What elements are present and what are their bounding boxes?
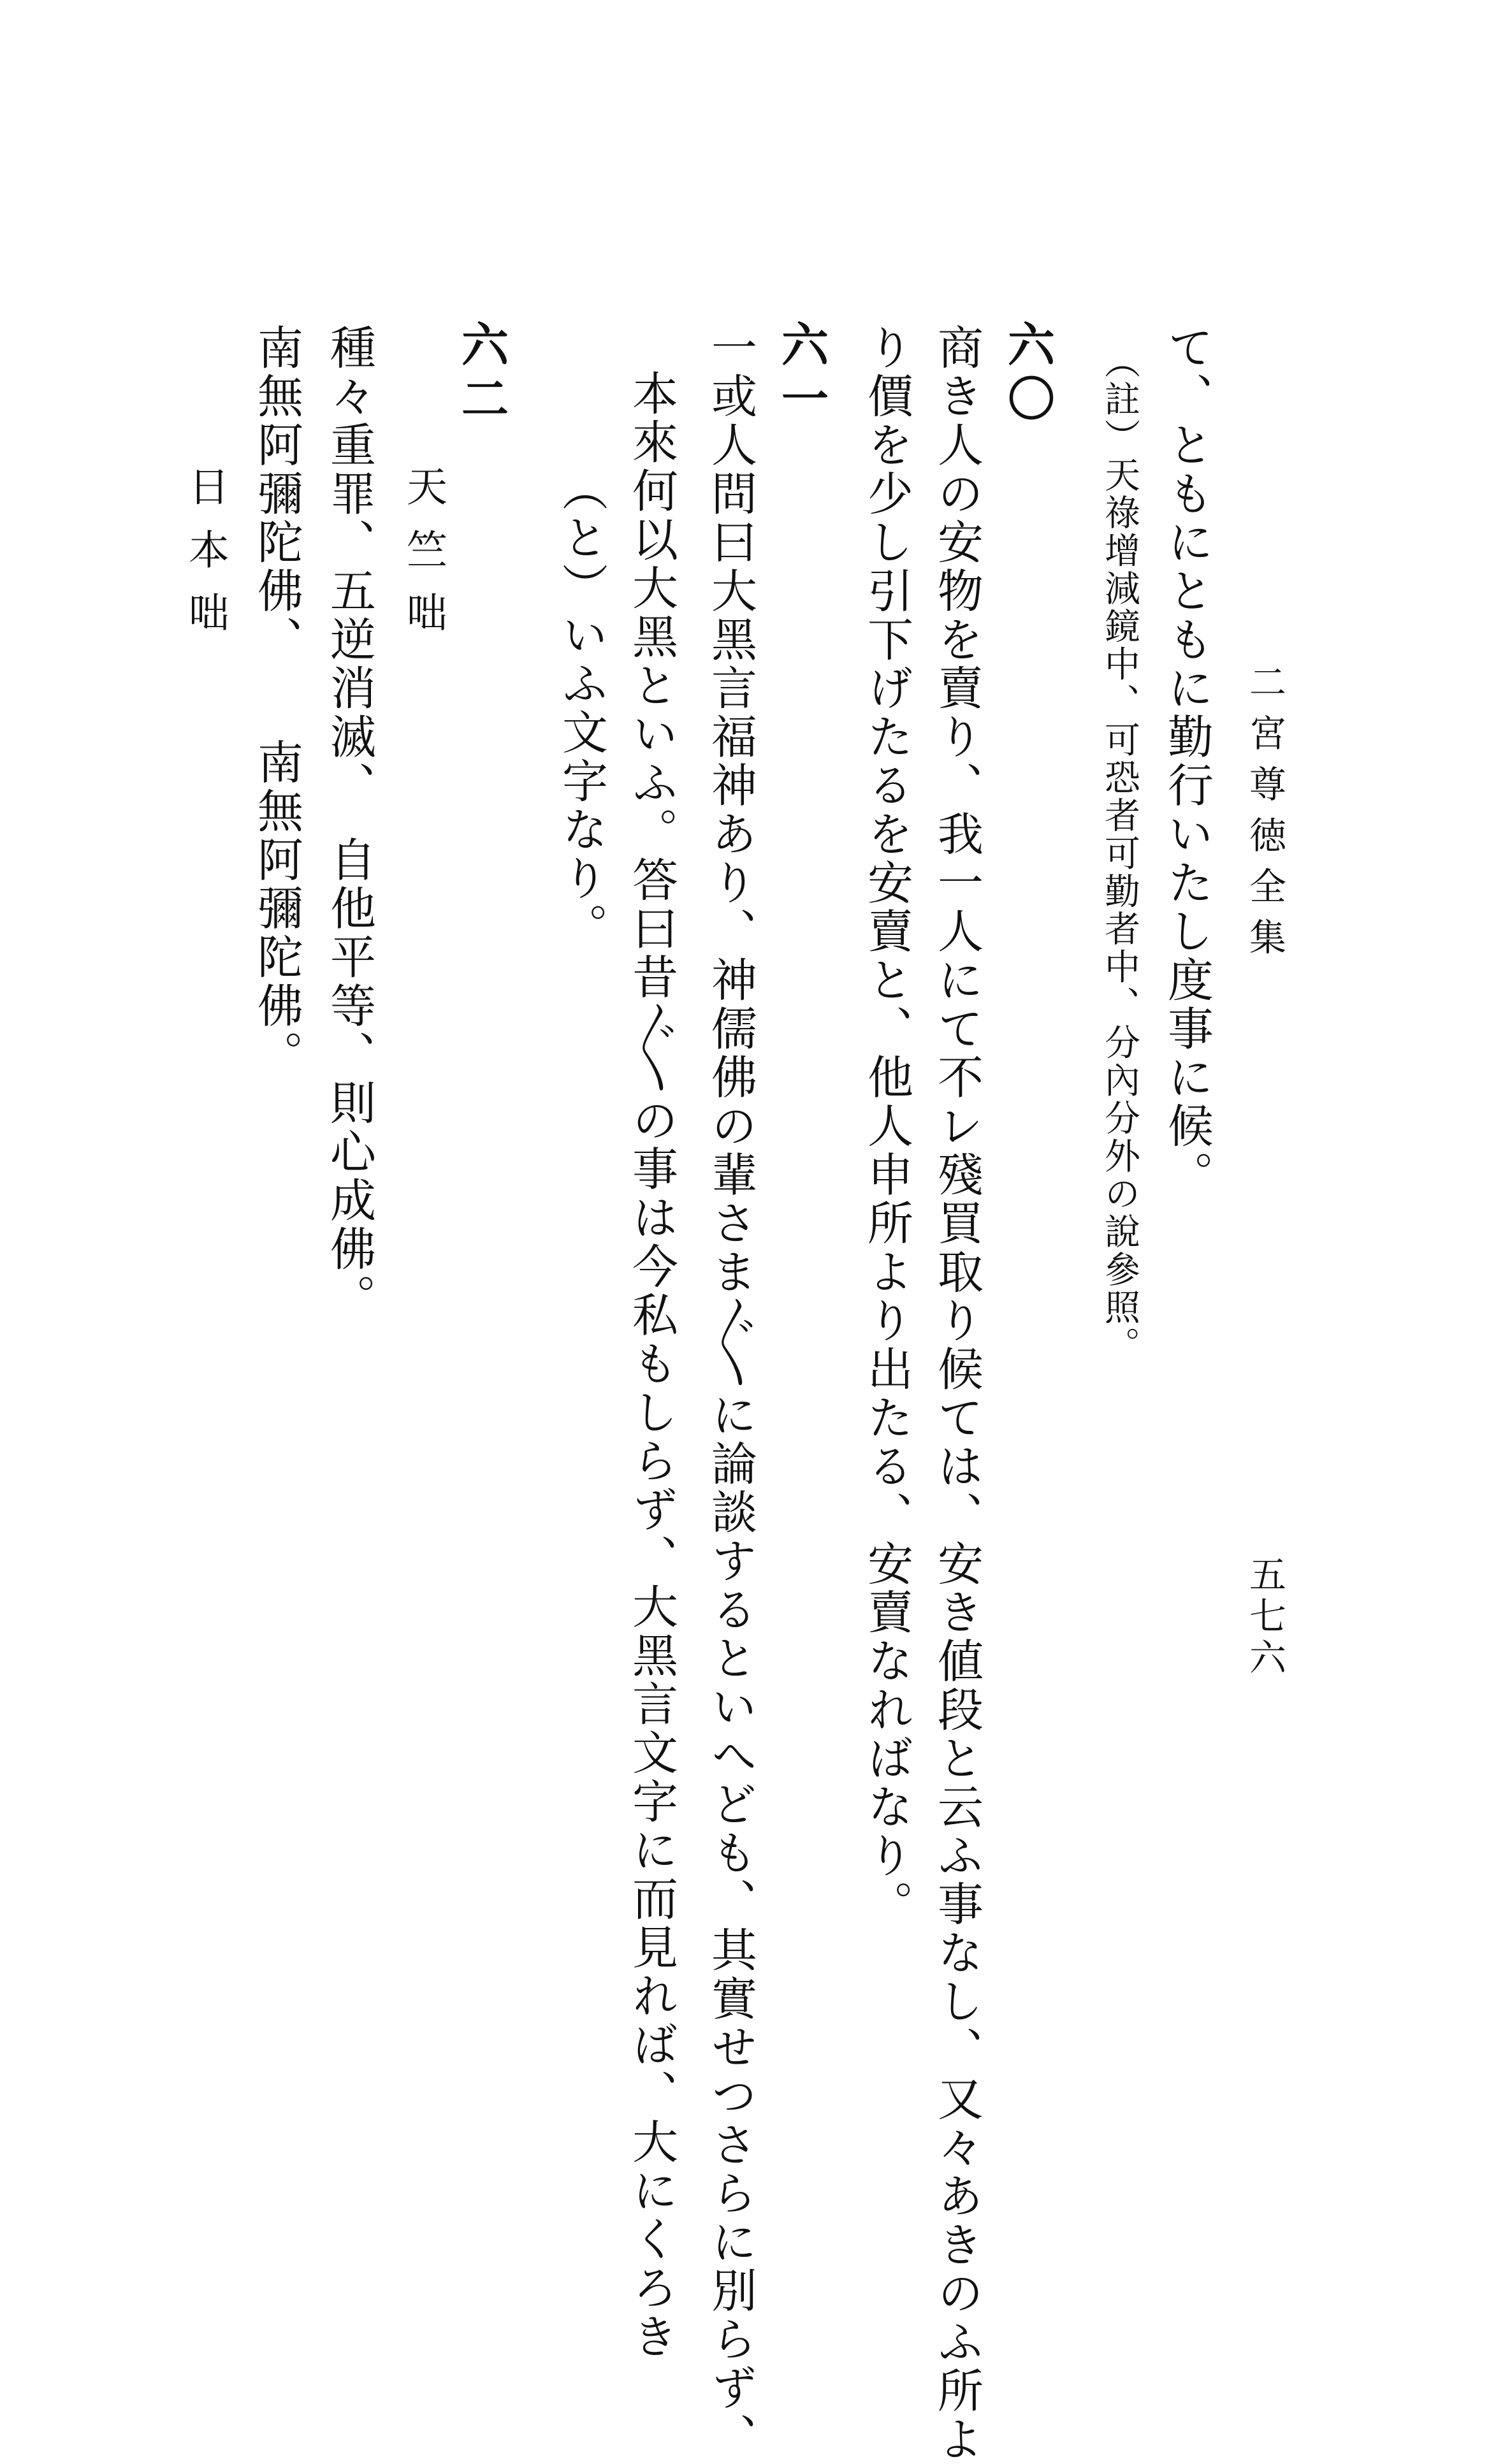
text-column: 本來何以大黑といふ。答曰昔〴〵の事は今私もしらず、大黑言文字に而見れば、大にくろき bbox=[625, 370, 678, 2361]
text-column: 一或人問曰大黑言福神あり、神儒佛の輩さま〴〵に論談するといへども、其實せつさらに別らず、 bbox=[704, 324, 757, 2461]
section-heading: 六〇 bbox=[1000, 320, 1055, 429]
page-number: 五七六 bbox=[1243, 1555, 1286, 1679]
text-column: （と）いふ文字なり。 bbox=[555, 465, 608, 952]
verse-line: 種々重罪、五逆消滅、 自他平等、則心成佛。 bbox=[323, 324, 376, 1323]
note-column: （註）天祿增減鏡中、可恐者可勤者中、分內分外の說參照。 bbox=[1099, 343, 1140, 1365]
section-heading: 六一 bbox=[774, 320, 829, 429]
text-column: て、ともにともに勤行いたし度事に候。 bbox=[1160, 324, 1214, 1199]
running-title: 二宮尊徳全集 bbox=[1243, 663, 1286, 969]
text-column: 商き人の安物を賣り、我一人にて不レ殘買取り候ては、安き値段と云ふ事なし、又々あきのふ所よ bbox=[930, 324, 984, 2464]
text-column: り價を少し引下げたるを安賣と、他人申所より出たる、安賣なればなり。 bbox=[860, 324, 913, 1929]
verse-title: 日本咄 bbox=[182, 465, 229, 655]
section-heading: 六二 bbox=[454, 320, 509, 429]
verse-line: 南無阿彌陀佛、 南無阿彌陀佛。 bbox=[250, 324, 303, 1080]
verse-title: 天竺咄 bbox=[400, 465, 447, 655]
